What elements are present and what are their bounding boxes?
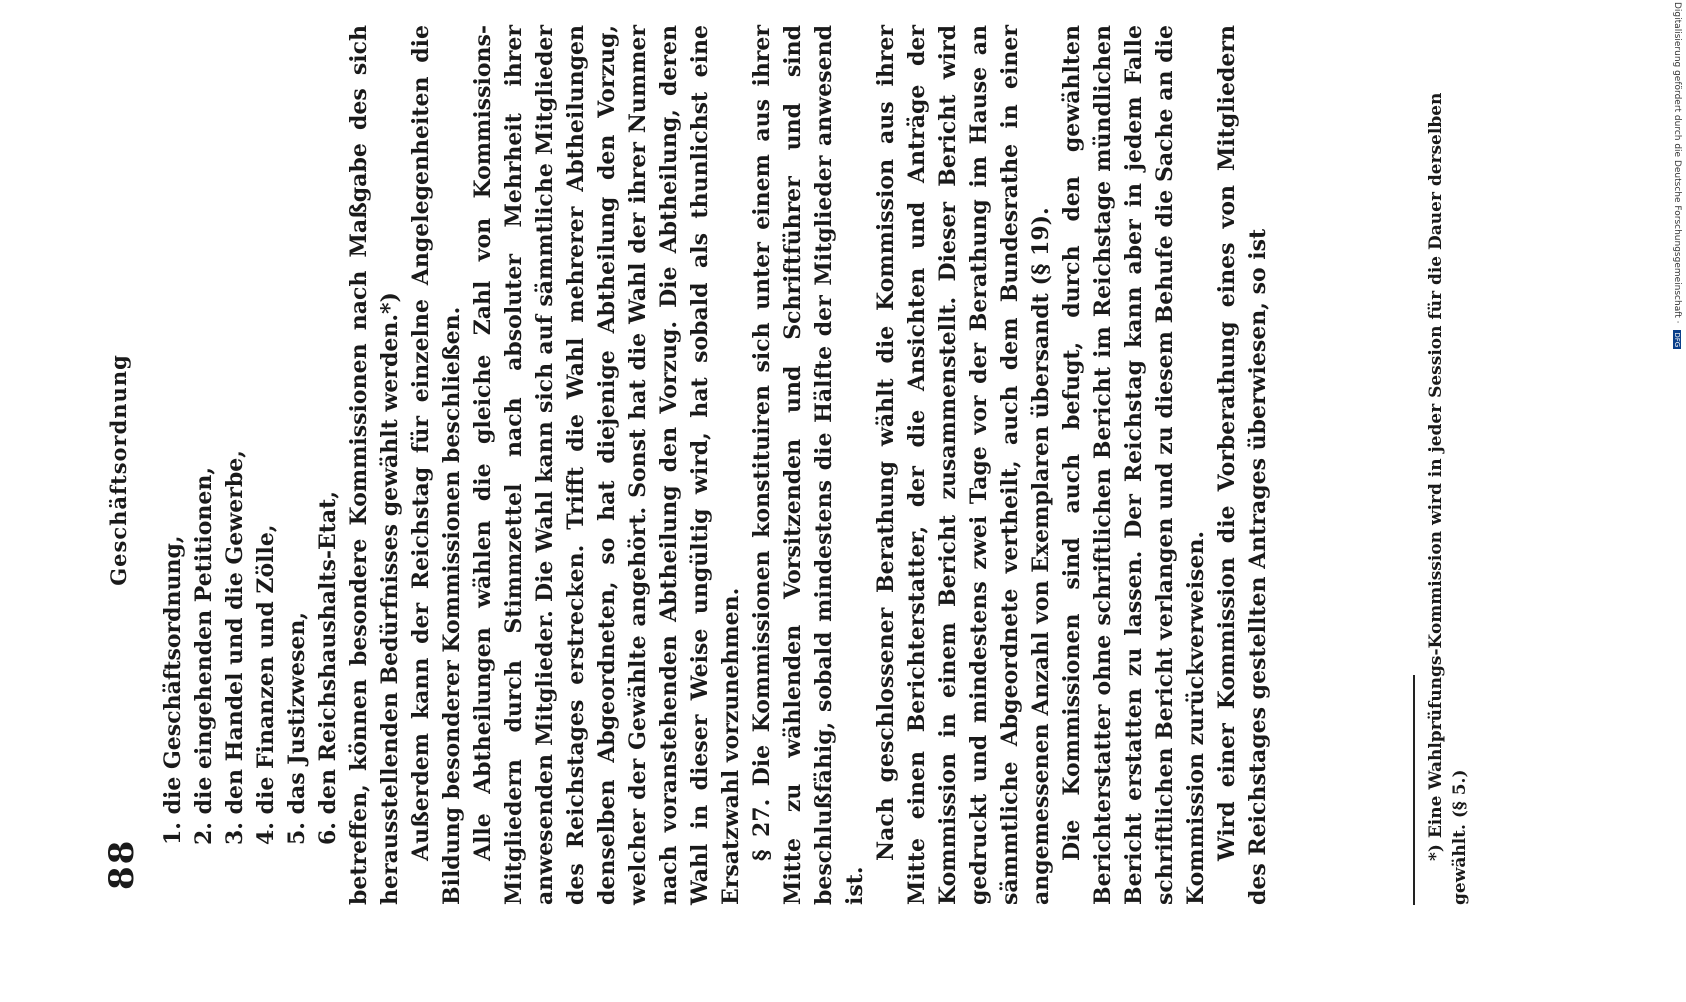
paragraph: Alle Abtheilungen wählen die gleiche Zahl von Kommissions-Mitgliedern durch Stimmzettel nach absoluter Mehrheit ihrer anwesenden Mitglieder. Die Wahl kann sich auf sämmtliche Mitglieder des Reichstages erstrecken. Trifft die Wahl mehrerer Abtheilungen denselben Abgeordneten, so hat diejenige Abtheilung den Vorzug, welcher der Gewählte angehört. Sonst hat die Wahl der ihrer Nummer nach voranstehenden Abtheilung den Vorzug. Die Abtheilung, deren Wahl in dieser Weise ungültig wird, hat sobald als thunlichst eine Ersatzwahl vorzunehmen.	[470, 25, 744, 905]
list-item: 6. den Reichshaushalts-Etat,	[315, 491, 341, 845]
paragraph: betreffen, können besondere Kommissionen nach Maßgabe des sich herausstellenden Bedürfnisses gewählt werden.*)	[346, 25, 403, 905]
footnote	[1424, 25, 1472, 905]
dfg-logo: DFG	[1673, 332, 1681, 348]
footnote-text: *) Eine Wahlprüfungs-Kommission wird in jeder Session für die Dauer derselben gewählt. (§ 5.)	[1426, 92, 1470, 905]
paragraph: Außerdem kann der Reichstag für einzelne Angelegenheiten die Bildung besonderer Kommissionen beschließen.	[408, 25, 465, 905]
digitization-credit	[1672, 2, 1682, 1002]
paragraph: Die Kommissionen sind auch befugt, durch den gewählten Berichterstatter ohne schriftlichen Bericht im Reichstage mündlichen Bericht erstatten zu lassen. Der Reichstag kann aber in jedem Falle schriftlichen Bericht verlangen und zu diesem Behufe die Sache an die Kommission zurückverweisen.	[1059, 25, 1209, 905]
running-title: Geschäftsordnung	[106, 354, 131, 586]
list-item: 4. die Finanzen und Zölle,	[253, 524, 279, 845]
list-item: 1. die Geschäftsordnung,	[160, 535, 186, 845]
credit-text: Digitalisierung gefördert durch die Deutsche Forschungsgemeinschaft ·	[1672, 2, 1682, 324]
section-paragraph: § 27. Die Kommissionen konstituiren sich unter einem aus ihrer Mitte zu wählenden Vorsitzenden und Schriftführer und sind beschlußfähig, sobald mindestens die Hälfte der Mitglieder anwesend ist.	[749, 25, 868, 905]
footnote-divider	[1413, 675, 1415, 905]
list-item: 2. die eingehenden Petitionen,	[191, 466, 217, 845]
list-item: 5. das Justizwesen,	[284, 611, 310, 845]
list-item: 3. den Handel und die Gewerbe,	[222, 450, 248, 845]
paragraph: Wird einer Kommission die Vorberathung eines von Mitgliedern des Reichstages gestellten Antrages überwiesen, so ist	[1214, 25, 1271, 905]
committee-list	[158, 25, 344, 905]
paragraph: Nach geschlossener Berathung wählt die Kommission aus ihrer Mitte einen Berichterstatter, der die Ansichten und Anträge der Kommission in einem Bericht zusammenstellt. Dieser Bericht wird gedruckt und mindestens zwei Tage vor der Berathung im Hause an sämmtliche Abgeordnete vertheilt, auch dem Bundesrathe in einer angemessenen Anzahl von Exemplaren übersandt (§ 19).	[873, 25, 1054, 905]
page-number: 88	[102, 838, 142, 890]
page-header	[102, 50, 142, 890]
body-text	[158, 25, 1274, 905]
